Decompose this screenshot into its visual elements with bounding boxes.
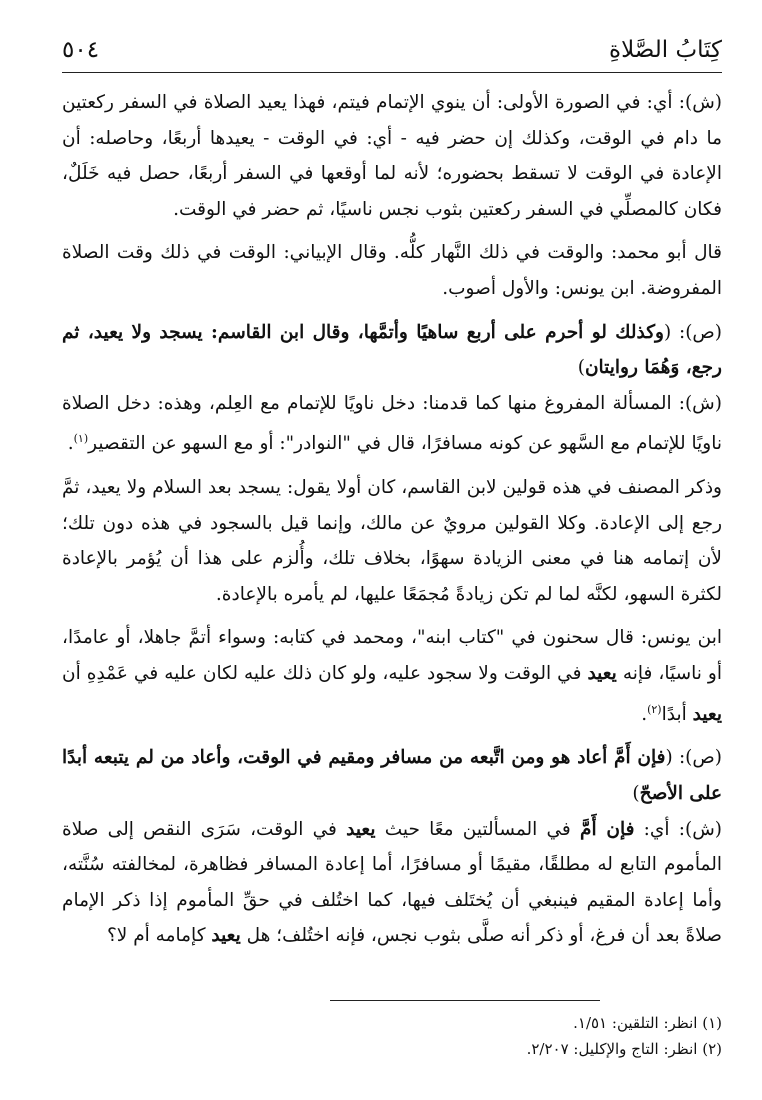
text-span: (ش): أي: [634, 818, 722, 840]
paragraph-sharh-1 [62, 85, 722, 227]
matn-text: فإن أَمَّ أعاد هو ومن اتَّبعه من مسافر ومقيم في الوقت، وأعاد من لم يتبعه أبدًا على الأصحّ [62, 747, 722, 804]
text-span: في الوقت، سَرَى النقص إلى صلاة المأموم التابع له مطلقًا، مقيمًا أو مسافرًا، أما إعادة المسافر فظاهرة، لمخالفته سُنَّته، وأما إعادة المقيم فينبغي أن يُختَلف فيها، كما اختُلف في حقِّ المأموم إذا ذكر الإمام صلاةً بعد أن فرغ، أو ذكر أنه صلَّى بثوب نجس، فإنه اختُلف؛ هل [62, 818, 722, 947]
text-span: (ش): المسألة المفروغ منها كما قدمنا: دخل ناويًا للإتمام مع العِلم، وهذه: دخل الصلاة ناويًا للإتمام مع السَّهو عن كونه مسافرًا، قال في "النوادر": أو مع السهو عن التقصير [62, 392, 722, 455]
paragraph-sharh-3 [62, 812, 722, 954]
bold-term: يعيد [346, 818, 376, 840]
footnote-2: (٢) انظر: التاج والإكليل: ٢/٢٠٧. [526, 1040, 722, 1058]
footnote-1: (١) انظر: التلقين: ١/٥١. [573, 1014, 722, 1032]
bold-term: يعيد [211, 925, 241, 947]
paragraph-matn-1 [62, 315, 722, 386]
footnotes [62, 1010, 722, 1062]
text-span: ) [632, 783, 640, 804]
paragraph-sharh-2 [62, 386, 722, 462]
text-span: في المسألتين معًا حيث [375, 818, 580, 840]
chapter-title: كِتَابُ الصَّلاةِ [609, 37, 722, 63]
text-span: . [641, 703, 648, 725]
text-span: وذكر المصنف في هذه قولين لابن القاسم، كان أولا يقول: يسجد بعد السلام ولا يعيد، ثمَّ رجع إلى الإعادة. وكلا القولين مرويٌ عن مالك، وإنما قيل بالسجود في هذه دون تلك؛ لأن إتمامه هنا في معنى الزيادة سهوًا، بخلاف تلك، وأُلزم على هذا أن يُؤمر بالإعادة لكثرة السهو، لكنَّه لما لم تكن زيادةً مُجمَعًا عليها، لم يأمره بالإعادة. [62, 477, 722, 605]
paragraph-commentary-2 [62, 235, 722, 306]
text-span: . [67, 433, 74, 455]
page-number: ٥٠٤ [62, 37, 100, 63]
matn-text: وكذلك لو أحرم على أربع ساهيًا وأتمَّها، وقال ابن القاسم: يسجد ولا يعيد، ثم رجع، وَهُمَا روايتان [62, 321, 722, 379]
bold-term: يعيد [587, 663, 617, 685]
text-span: (ص): ( [665, 747, 722, 769]
text-span: أبدًا [661, 703, 693, 725]
text-span: كإمامه أم لا؟ [106, 925, 212, 947]
text-span: قال أبو محمد: والوقت في ذلك النَّهار كلُّه. وقال الإبياني: الوقت في ذلك وقت الصلاة المفروضة. ابن يونس: والأول أصوب. [62, 242, 722, 299]
footnote-ref[interactable]: (١) [73, 432, 89, 446]
footnote-ref[interactable]: (٢) [647, 702, 662, 716]
header-rule [62, 72, 722, 73]
paragraph-commentary-4 [62, 620, 722, 732]
text-span: ) [577, 357, 585, 379]
paragraph-commentary-3 [62, 470, 722, 612]
footnote-separator [330, 1000, 600, 1001]
text-span: ابن يونس: قال سحنون في "كتاب ابنه"، ومحمد في كتابه: وسواء أتمَّ جاهلا، أو عامدًا، أو ناسيًا، فإنه [62, 627, 722, 685]
text-span: (ش): أي: في الصورة الأولى: أن ينوي الإتمام فيتم، فهذا يعيد الصلاة في السفر ركعتين ما دام في الوقت، وكذلك إن حضر فيه - أي: في الوقت - يعيدها أربعًا، وحاصله: أن الإعادة في الوقت لا تسقط بحضوره؛ لأنه لما أوقعها في السفر أربعًا، حصل فيه خَلَلٌ، فكان كالمصلِّي في السفر ركعتين بثوب نجس ناسيًا، ثم حضر في الوقت. [62, 92, 722, 220]
paragraph-matn-2 [62, 740, 722, 811]
main-text [62, 85, 722, 954]
page-header [62, 32, 722, 72]
bold-term: يعيد [692, 703, 722, 725]
bold-term: فإن أَمَّ [580, 818, 635, 840]
text-span: في الوقت ولا سجود عليه، ولو كان ذلك عليه لكان عليه في عَمْدِهِ أن [62, 663, 588, 685]
text-span: (ص): ( [663, 321, 722, 343]
